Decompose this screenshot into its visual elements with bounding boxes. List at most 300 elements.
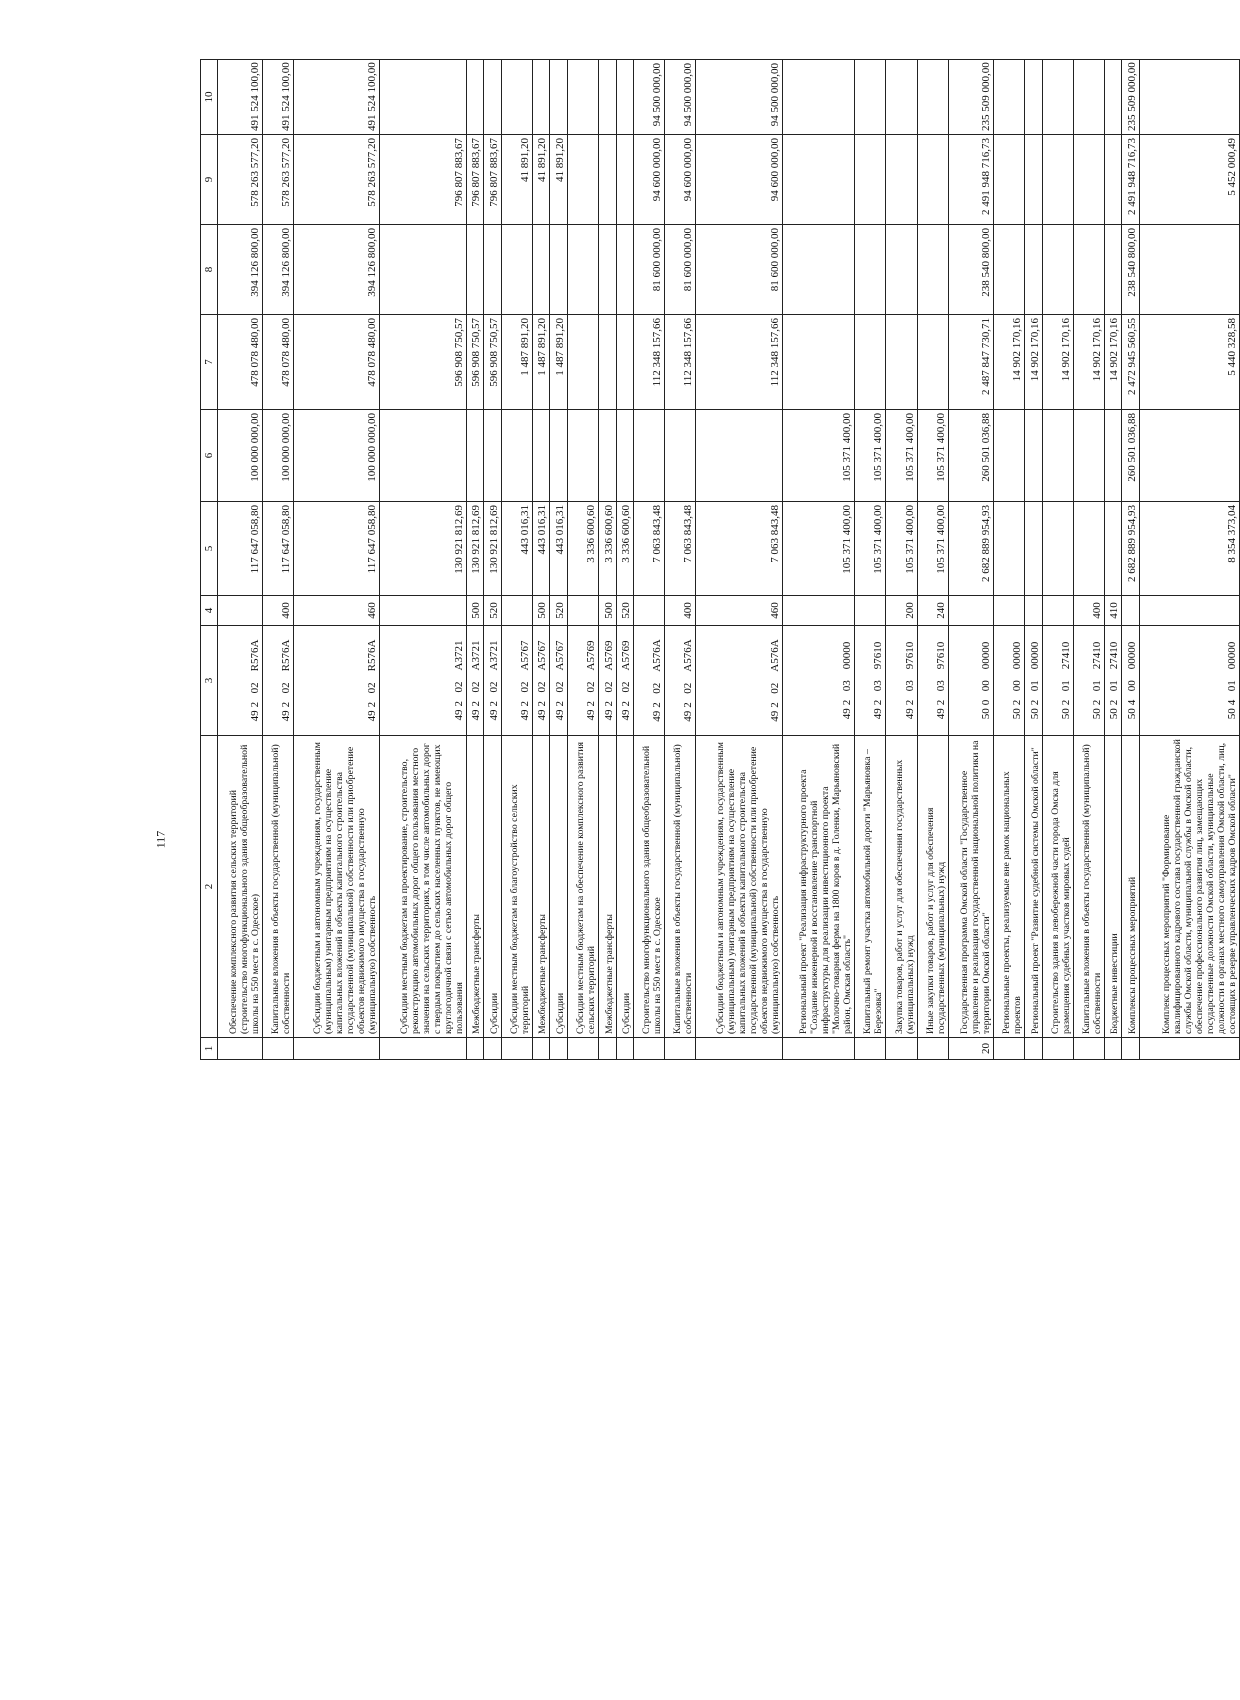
amount-cell-c10 <box>886 60 917 135</box>
amount-cell-c7: 596 908 750,57 <box>380 315 466 410</box>
code-part: 49 <box>280 710 293 722</box>
classification-code-cell <box>1104 626 1121 736</box>
amount-cell-c5: 443 016,31 <box>550 502 567 596</box>
classification-code-cell <box>484 626 501 736</box>
amount-cell-c6 <box>1073 410 1104 502</box>
row-number-cell <box>616 1038 633 1060</box>
amount-cell-c8: 238 540 800,00 <box>948 225 993 315</box>
code-part: 2 <box>1028 699 1041 706</box>
amount-cell-c6 <box>1042 410 1073 502</box>
amount-cell-c8 <box>855 225 886 315</box>
amount-cell-c9: 796 807 883,67 <box>380 135 466 225</box>
table-row <box>567 60 598 1060</box>
amount-cell-c10 <box>855 60 886 135</box>
amount-cell-c7 <box>917 315 948 410</box>
header-cell: 4 <box>201 596 218 626</box>
expense-type-cell: 500 <box>466 596 483 626</box>
amount-cell-c6 <box>665 410 696 502</box>
amount-cell-c10 <box>501 60 532 135</box>
amount-cell-c10 <box>1139 60 1239 135</box>
amount-cell-c8: 81 600 000,00 <box>665 225 696 315</box>
amount-cell-c6 <box>599 410 616 502</box>
code-part: A5767 <box>518 640 531 671</box>
header-row <box>201 60 218 1060</box>
classification-code-cell <box>948 626 993 736</box>
amount-cell-c10: 491 524 100,00 <box>218 60 263 135</box>
expense-type-cell: 460 <box>696 596 782 626</box>
amount-cell-c8 <box>501 225 532 315</box>
amount-cell-c8 <box>532 225 549 315</box>
code-part: 2 <box>280 701 293 708</box>
table-row <box>501 60 532 1060</box>
amount-cell-c8 <box>484 225 501 315</box>
amount-cell-c8 <box>616 225 633 315</box>
code-part: 03 <box>934 680 947 692</box>
amount-cell-c5 <box>993 502 1024 596</box>
code-part: A5767 <box>553 640 566 671</box>
amount-cell-c5 <box>1104 502 1121 596</box>
expense-type-cell <box>633 596 664 626</box>
item-name-cell: Капитальные вложения в объекты государственной (муниципальной) собственности <box>1073 736 1104 1038</box>
code-part: A3721 <box>470 640 483 671</box>
item-name-cell: Субсидии местным бюджетам на обеспечение комплексного развития сельских территорий <box>567 736 598 1038</box>
code-part: 49 <box>536 709 549 721</box>
expense-type-cell: 520 <box>550 596 567 626</box>
item-name-cell: Межбюджетные трансферты <box>532 736 549 1038</box>
row-number-cell <box>599 1038 616 1060</box>
amount-cell-c10: 94 500 000,00 <box>696 60 782 135</box>
item-name-cell: Капитальные вложения в объекты государственной (муниципальной) собственности <box>665 736 696 1038</box>
amount-cell-c5: 130 921 812,69 <box>380 502 466 596</box>
code-part: 00000 <box>979 641 992 670</box>
item-name-cell: Бюджетные инвестиции <box>1104 736 1121 1038</box>
code-part: A5767 <box>536 640 549 671</box>
amount-cell-c10 <box>1073 60 1104 135</box>
code-part: 00000 <box>1011 641 1024 670</box>
amount-cell-c7: 14 902 170,16 <box>1073 315 1104 410</box>
row-number-cell <box>466 1038 483 1060</box>
code-part: 49 <box>602 709 615 721</box>
amount-cell-c8 <box>550 225 567 315</box>
code-part: 2 <box>1090 699 1103 706</box>
table-row <box>380 60 466 1060</box>
classification-code-cell <box>1073 626 1104 736</box>
amount-cell-c6: 260 501 036,88 <box>948 410 993 502</box>
code-part: 2 <box>553 700 566 707</box>
item-name-cell: Региональные проекты, реализуемые вне рамок национальных проектов <box>993 736 1024 1038</box>
classification-code-cell <box>380 626 466 736</box>
expense-type-cell <box>380 596 466 626</box>
item-name-cell: Межбюджетные трансферты <box>599 736 616 1038</box>
amount-cell-c5 <box>1042 502 1073 596</box>
expense-type-cell: 410 <box>1104 596 1121 626</box>
amount-cell-c6 <box>567 410 598 502</box>
code-part: 49 <box>585 709 598 721</box>
table-row <box>633 60 664 1060</box>
item-name-cell: Региональный проект "Развитие судебной системы Омской области" <box>1025 736 1042 1038</box>
amount-cell-c10 <box>380 60 466 135</box>
expense-type-cell <box>1025 596 1042 626</box>
table-row <box>1025 60 1042 1060</box>
amount-cell-c9 <box>993 135 1024 225</box>
table-row <box>948 60 993 1060</box>
amount-cell-c7: 1 487 891,20 <box>550 315 567 410</box>
amount-cell-c6 <box>1139 410 1239 502</box>
code-part: 02 <box>487 681 500 693</box>
expense-type-cell: 400 <box>262 596 293 626</box>
code-part: 49 <box>487 709 500 721</box>
code-part: 2 <box>619 700 632 707</box>
code-part: 4 <box>1226 699 1238 706</box>
header-cell: 1 <box>201 1038 218 1060</box>
row-number-cell <box>696 1038 782 1060</box>
code-part: 49 <box>366 710 379 722</box>
expense-type-cell: 400 <box>665 596 696 626</box>
code-part: 49 <box>682 710 695 722</box>
amount-cell-c5: 3 336 600,60 <box>616 502 633 596</box>
amount-cell-c6: 100 000 000,00 <box>262 410 293 502</box>
amount-cell-c8 <box>599 225 616 315</box>
row-number-cell <box>1122 1038 1139 1060</box>
amount-cell-c7 <box>886 315 917 410</box>
amount-cell-c7: 14 902 170,16 <box>1025 315 1042 410</box>
item-name-cell: Государственная программа Омской области "Государственное управление и реализация государственной национальной политики на территории Омской области" <box>948 736 993 1038</box>
classification-code-cell <box>665 626 696 736</box>
code-part: A576A <box>682 639 695 672</box>
amount-cell-c10 <box>567 60 598 135</box>
amount-cell-c5: 2 682 889 954,93 <box>948 502 993 596</box>
code-part: 02 <box>682 682 695 694</box>
row-number-cell <box>993 1038 1024 1060</box>
classification-code-cell <box>782 626 854 736</box>
header-cell: 9 <box>201 135 218 225</box>
code-part: R576A <box>280 639 293 672</box>
item-name-cell: Капитальный ремонт участка автомобильной дороги "Марьяновка – Березовка" <box>855 736 886 1038</box>
code-part: 49 <box>470 709 483 721</box>
expense-type-cell: 520 <box>616 596 633 626</box>
amount-cell-c7: 596 908 750,57 <box>466 315 483 410</box>
code-part: 02 <box>470 681 483 693</box>
expense-type-cell: 240 <box>917 596 948 626</box>
code-part: 2 <box>536 700 549 707</box>
amount-cell-c6 <box>466 410 483 502</box>
code-part: 50 <box>979 708 992 720</box>
item-name-cell: Региональный проект "Реализация инфраструктурного проекта "Создание инженерной и восстановление транспортной инфраструктуры для реализации инвестиционного проекта "Молочно-товарная ферма на 1800 коров в д. Голенки, Марьяновский район, Омская область" <box>782 736 854 1038</box>
code-part: R576A <box>248 639 261 672</box>
classification-code-cell <box>886 626 917 736</box>
amount-cell-c7: 112 348 157,66 <box>633 315 664 410</box>
amount-cell-c7: 478 078 480,00 <box>294 315 380 410</box>
code-part: 49 <box>841 708 854 720</box>
amount-cell-c7: 478 078 480,00 <box>262 315 293 410</box>
code-part: 2 <box>841 699 854 706</box>
code-part: 2 <box>934 699 947 706</box>
classification-code-cell <box>1122 626 1139 736</box>
amount-cell-c5: 7 063 843,48 <box>665 502 696 596</box>
row-number-cell <box>1042 1038 1073 1060</box>
item-name-cell: Субсидии <box>550 736 567 1038</box>
amount-cell-c9: 94 600 000,00 <box>665 135 696 225</box>
amount-cell-c5: 7 063 843,48 <box>696 502 782 596</box>
item-name-cell: Субсидии местным бюджетам на благоустройство сельских территорий <box>501 736 532 1038</box>
code-part: 49 <box>768 710 781 722</box>
row-number-cell <box>501 1038 532 1060</box>
table-row <box>616 60 633 1060</box>
row-number-cell <box>633 1038 664 1060</box>
amount-cell-c10 <box>993 60 1024 135</box>
code-part: 02 <box>602 681 615 693</box>
code-part: 49 <box>452 709 465 721</box>
amount-cell-c5: 117 647 058,80 <box>294 502 380 596</box>
classification-code-cell <box>466 626 483 736</box>
item-name-cell: Субсидии бюджетным и автономным учреждениям, государственным (муниципальным) унитарным предприятиям на осуществление капитальных вложений в объекты капитального строительства государственной (муниципальной) собственности или приобретение объектов недвижимого имущества в государственную (муниципальную) собственность <box>696 736 782 1038</box>
amount-cell-c6 <box>1104 410 1121 502</box>
amount-cell-c7: 112 348 157,66 <box>696 315 782 410</box>
table-row <box>665 60 696 1060</box>
amount-cell-c7 <box>855 315 886 410</box>
code-part: 02 <box>553 681 566 693</box>
row-number-cell <box>1139 1038 1239 1060</box>
code-part: 2 <box>651 702 664 708</box>
row-number-cell <box>855 1038 886 1060</box>
amount-cell-c7 <box>616 315 633 410</box>
code-part: 97610 <box>903 641 916 670</box>
code-part: 2 <box>682 702 695 708</box>
item-name-cell: Субсидии бюджетным и автономным учреждениям, государственным (муниципальным) унитарным предприятиям на осуществление капитальных вложений в объекты капитального строительства государственной (муниципальной) собственности или приобретение объектов недвижимого имущества в государственную (муниципальную) собственность <box>294 736 380 1038</box>
classification-code-cell <box>1042 626 1073 736</box>
code-part: 49 <box>553 709 566 721</box>
amount-cell-c9 <box>1073 135 1104 225</box>
budget-table <box>200 59 1240 1060</box>
table-row <box>262 60 293 1060</box>
code-part: 50 <box>1028 708 1041 720</box>
item-name-cell: Субсидии <box>616 736 633 1038</box>
row-number-cell <box>484 1038 501 1060</box>
amount-cell-c9: 796 807 883,67 <box>484 135 501 225</box>
amount-cell-c5: 130 921 812,69 <box>484 502 501 596</box>
classification-code-cell <box>218 626 263 736</box>
code-part: 50 <box>1090 708 1103 720</box>
amount-cell-c8: 394 126 800,00 <box>218 225 263 315</box>
amount-cell-c7: 14 902 170,16 <box>1042 315 1073 410</box>
code-part: 00000 <box>841 641 854 670</box>
table-row <box>1042 60 1073 1060</box>
table-row <box>466 60 483 1060</box>
header-cell: 3 <box>201 626 218 736</box>
table-row <box>532 60 549 1060</box>
item-name-cell: Комплексы процессных мероприятий <box>1122 736 1139 1038</box>
code-part: 03 <box>872 680 885 692</box>
amount-cell-c8 <box>782 225 854 315</box>
amount-cell-c9: 94 600 000,00 <box>696 135 782 225</box>
code-part: 2 <box>872 699 885 706</box>
classification-code-cell <box>917 626 948 736</box>
amount-cell-c8: 394 126 800,00 <box>294 225 380 315</box>
amount-cell-c7: 14 902 170,16 <box>1104 315 1121 410</box>
amount-cell-c5: 8 354 373,04 <box>1139 502 1239 596</box>
expense-type-cell <box>948 596 993 626</box>
amount-cell-c8 <box>1073 225 1104 315</box>
code-part: 02 <box>651 682 664 694</box>
amount-cell-c8: 81 600 000,00 <box>633 225 664 315</box>
amount-cell-c10 <box>616 60 633 135</box>
amount-cell-c8 <box>1042 225 1073 315</box>
code-part: 50 <box>1011 708 1024 720</box>
header-cell: 2 <box>201 736 218 1038</box>
code-part: 97610 <box>872 641 885 670</box>
table-row <box>1104 60 1121 1060</box>
row-number-cell <box>917 1038 948 1060</box>
amount-cell-c8: 81 600 000,00 <box>696 225 782 315</box>
item-name-cell: Межбюджетные трансферты <box>466 736 483 1038</box>
amount-cell-c8 <box>380 225 466 315</box>
table-row <box>993 60 1024 1060</box>
item-name-cell: Капитальные вложения в объекты государственной (муниципальной) собственности <box>262 736 293 1038</box>
code-part: 49 <box>518 709 531 721</box>
table-row <box>782 60 854 1060</box>
expense-type-cell <box>782 596 854 626</box>
amount-cell-c5: 443 016,31 <box>532 502 549 596</box>
row-number-cell <box>665 1038 696 1060</box>
item-name-cell: Строительство многофункционального здания общеобразовательной школы на 550 мест в с. Одесское <box>633 736 664 1038</box>
code-part: 49 <box>619 709 632 721</box>
table-row <box>294 60 380 1060</box>
amount-cell-c5: 105 371 400,00 <box>917 502 948 596</box>
classification-code-cell <box>599 626 616 736</box>
classification-code-cell <box>567 626 598 736</box>
amount-cell-c5: 117 647 058,80 <box>262 502 293 596</box>
code-part: 49 <box>651 710 664 722</box>
table-row <box>1139 60 1239 1060</box>
code-part: 2 <box>585 700 598 707</box>
code-part: 50 <box>1059 708 1072 720</box>
code-part: 50 <box>1125 708 1138 720</box>
amount-cell-c10 <box>1104 60 1121 135</box>
code-part: 49 <box>934 708 947 720</box>
amount-cell-c10 <box>782 60 854 135</box>
amount-cell-c7 <box>782 315 854 410</box>
amount-cell-c5: 443 016,31 <box>501 502 532 596</box>
expense-type-cell <box>855 596 886 626</box>
amount-cell-c6 <box>501 410 532 502</box>
code-part: R576A <box>366 639 379 672</box>
code-part: 2 <box>518 700 531 707</box>
code-part: 02 <box>452 681 465 693</box>
item-name-cell: Строительство здания в левобережной части города Омска для размещения судебных участков мировых судей <box>1042 736 1073 1038</box>
amount-cell-c8 <box>917 225 948 315</box>
amount-cell-c6: 105 371 400,00 <box>782 410 854 502</box>
amount-cell-c6 <box>696 410 782 502</box>
header-cell: 6 <box>201 410 218 502</box>
classification-code-cell <box>532 626 549 736</box>
amount-cell-c10: 235 509 000,00 <box>948 60 993 135</box>
code-part: 03 <box>903 680 916 692</box>
classification-code-cell <box>262 626 293 736</box>
amount-cell-c9: 2 491 948 716,73 <box>948 135 993 225</box>
amount-cell-c5: 3 336 600,60 <box>599 502 616 596</box>
amount-cell-c5: 105 371 400,00 <box>886 502 917 596</box>
code-part: A5769 <box>602 640 615 671</box>
amount-cell-c10 <box>550 60 567 135</box>
amount-cell-c9 <box>782 135 854 225</box>
amount-cell-c8: 394 126 800,00 <box>262 225 293 315</box>
code-part: 2 <box>1108 699 1121 706</box>
amount-cell-c6 <box>550 410 567 502</box>
amount-cell-c8 <box>466 225 483 315</box>
code-part: 01 <box>1028 680 1041 692</box>
classification-code-cell <box>696 626 782 736</box>
amount-cell-c10 <box>484 60 501 135</box>
amount-cell-c6 <box>633 410 664 502</box>
code-part: 49 <box>248 710 261 722</box>
code-part: 03 <box>841 680 854 692</box>
code-part: A3721 <box>452 640 465 671</box>
amount-cell-c9 <box>567 135 598 225</box>
amount-cell-c7 <box>567 315 598 410</box>
code-part: 27410 <box>1090 641 1103 670</box>
amount-cell-c5: 2 682 889 954,93 <box>1122 502 1139 596</box>
amount-cell-c6: 100 000 000,00 <box>294 410 380 502</box>
code-part: 01 <box>1226 680 1238 692</box>
amount-cell-c8 <box>1025 225 1042 315</box>
item-name-cell: Комплекс процессных мероприятий "Формирование квалифицированного кадрового состава государственной гражданской службы Омской области, муниципальной службы в Омской области, обеспечение профессионального развития лиц, замещающих государственные должности Омской области, муниципальные должности в органах местного самоуправления Омской области, лиц, состоящих в резерве управленческих кадров Омской области" <box>1139 736 1239 1038</box>
code-part: 0 <box>979 699 992 706</box>
amount-cell-c10 <box>1025 60 1042 135</box>
classification-code-cell <box>855 626 886 736</box>
amount-cell-c9 <box>1104 135 1121 225</box>
row-number-cell <box>380 1038 466 1060</box>
amount-cell-c9 <box>886 135 917 225</box>
table-row <box>218 60 263 1060</box>
code-part: 02 <box>768 682 781 694</box>
amount-cell-c5 <box>1025 502 1042 596</box>
amount-cell-c5: 117 647 058,80 <box>218 502 263 596</box>
table-row <box>696 60 782 1060</box>
code-part: 02 <box>280 682 293 694</box>
item-name-cell: Обеспечение комплексного развития сельских территорий (строительство многофункционального здания общеобразовательной школы на 550 мест в с. Одесское) <box>218 736 263 1038</box>
amount-cell-c5: 130 921 812,69 <box>466 502 483 596</box>
amount-cell-c9: 5 452 000,49 <box>1139 135 1239 225</box>
classification-code-cell <box>1139 626 1239 736</box>
code-part: 00000 <box>1226 641 1238 670</box>
code-part: 01 <box>1059 680 1072 692</box>
expense-type-cell <box>993 596 1024 626</box>
code-part: 27410 <box>1059 641 1072 670</box>
amount-cell-c7: 1 487 891,20 <box>501 315 532 410</box>
code-part: 2 <box>1011 699 1024 706</box>
expense-type-cell: 520 <box>484 596 501 626</box>
code-part: 49 <box>872 708 885 720</box>
header-cell: 8 <box>201 225 218 315</box>
header-cell: 7 <box>201 315 218 410</box>
code-part: 02 <box>536 681 549 693</box>
expense-type-cell: 500 <box>599 596 616 626</box>
code-part: 01 <box>1090 680 1103 692</box>
row-number-cell <box>532 1038 549 1060</box>
classification-code-cell <box>1025 626 1042 736</box>
page-number: 117 <box>153 830 168 849</box>
amount-cell-c10: 94 500 000,00 <box>633 60 664 135</box>
amount-cell-c6: 260 501 036,88 <box>1122 410 1139 502</box>
code-part: 2 <box>1059 699 1072 706</box>
amount-cell-c10 <box>1042 60 1073 135</box>
amount-cell-c9 <box>1025 135 1042 225</box>
code-part: 02 <box>619 681 632 693</box>
amount-cell-c6 <box>993 410 1024 502</box>
rotated-page <box>200 60 1240 1060</box>
code-part: 00000 <box>1125 641 1138 670</box>
code-part: 2 <box>248 701 261 708</box>
